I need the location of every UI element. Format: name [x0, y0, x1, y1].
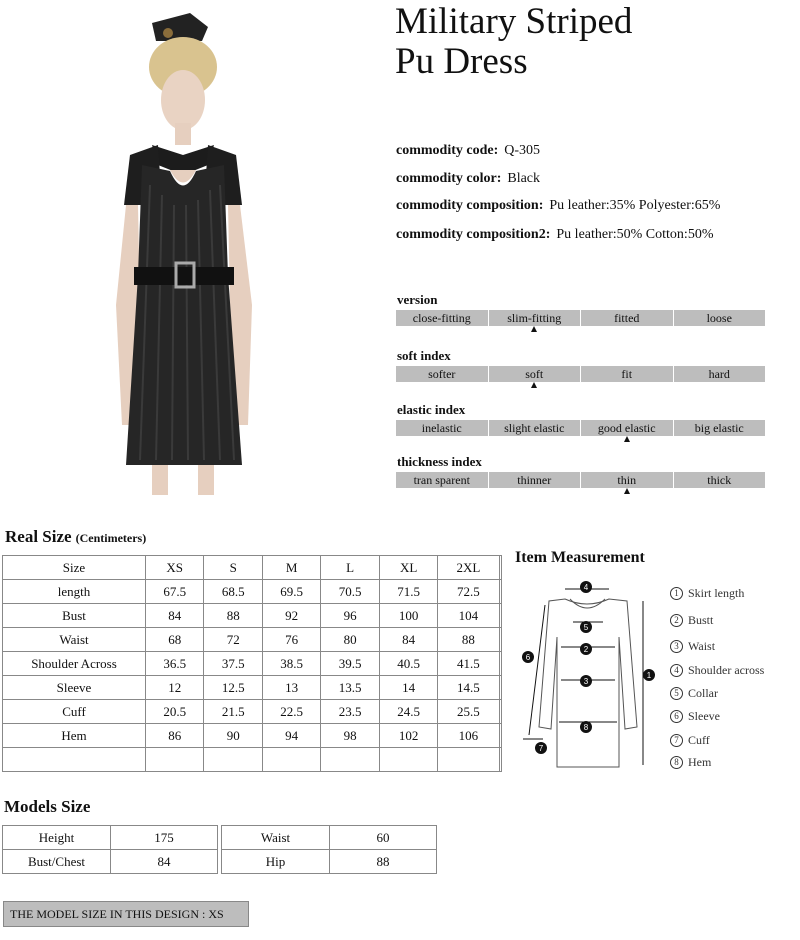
scale-option: fit [581, 366, 673, 382]
table-cell: 39.5 [321, 652, 379, 676]
legend-item [670, 639, 715, 654]
table-cell [321, 748, 379, 772]
table-cell [499, 580, 502, 604]
legend-item [670, 733, 710, 748]
table-cell [262, 748, 320, 772]
table-cell: Sleeve [3, 676, 146, 700]
table-cell: 84 [111, 850, 218, 874]
legend-item [670, 755, 711, 770]
table-cell: 25.5 [438, 700, 499, 724]
legend-number: 8 [670, 756, 683, 769]
table-cell: Hip [222, 850, 330, 874]
real-size-title: Real Size (Centimeters) [5, 527, 147, 546]
table-cell: 12.5 [204, 676, 262, 700]
scale-option: softer [396, 366, 488, 382]
table-cell: length [3, 580, 146, 604]
table-cell: 12 [146, 676, 204, 700]
table-cell: 76 [262, 628, 320, 652]
real-size-table [2, 555, 502, 772]
table-row [3, 826, 218, 850]
table-row [3, 850, 218, 874]
table-cell: 68.5 [204, 580, 262, 604]
table-row [3, 604, 502, 628]
table-cell: 69.5 [262, 580, 320, 604]
table-cell: 100 [379, 604, 437, 628]
table-cell [499, 604, 502, 628]
table-cell: 88 [330, 850, 437, 874]
table-cell [499, 652, 502, 676]
scale-option: inelastic [396, 420, 488, 436]
table-cell: 36.5 [146, 652, 204, 676]
table-row [3, 700, 502, 724]
legend-number: 4 [670, 664, 683, 677]
scale-option-selected: soft [489, 366, 581, 382]
measurement-diagram [515, 577, 665, 777]
scale-title-thickness-index: thickness index [397, 454, 482, 469]
table-cell [438, 748, 499, 772]
spec-commodity-composition: commodity composition: Pu leather:35% Polyester:65% [396, 198, 721, 213]
table-cell: Bust [3, 604, 146, 628]
scale-option: fitted [581, 310, 673, 326]
scale-version [396, 310, 765, 326]
table-cell: 40.5 [379, 652, 437, 676]
table-cell: 96 [321, 604, 379, 628]
legend-label: Shoulder across [688, 663, 765, 677]
table-cell: 13.5 [321, 676, 379, 700]
svg-text:4: 4 [583, 583, 589, 592]
table-cell: Height [3, 826, 111, 850]
scale-option: thinner [489, 472, 581, 488]
scale-option-selected: thin [581, 472, 673, 488]
scale-elastic-index [396, 420, 765, 436]
models-size-table-right [221, 825, 437, 874]
table-cell: 21.5 [204, 700, 262, 724]
legend-item [670, 686, 718, 701]
scale-option: slight elastic [489, 420, 581, 436]
table-cell [499, 628, 502, 652]
table-cell: 104 [438, 604, 499, 628]
table-cell: 92 [262, 604, 320, 628]
svg-text:5: 5 [583, 623, 589, 632]
table-cell: 94 [262, 724, 320, 748]
legend-number: 5 [670, 687, 683, 700]
model-size-banner: THE MODEL SIZE IN THIS DESIGN : XS [3, 901, 249, 927]
scale-title-soft-index: soft index [397, 348, 451, 363]
scale-option: loose [674, 310, 766, 326]
spec-commodity-code: commodity code: Q-305 [396, 143, 541, 158]
legend-label: Waist [688, 639, 716, 653]
table-cell: Cuff [3, 700, 146, 724]
table-cell: 90 [204, 724, 262, 748]
scale-thickness-index [396, 472, 765, 488]
table-cell: 86 [146, 724, 204, 748]
legend-label: Collar [688, 686, 718, 700]
models-size-table-left [2, 825, 218, 874]
legend-label: Skirt length [688, 586, 745, 600]
legend-label: Sleeve [688, 709, 720, 723]
table-row [3, 628, 502, 652]
table-cell: 14.5 [438, 676, 499, 700]
table-header-cell: M [262, 556, 320, 580]
table-cell: 175 [111, 826, 218, 850]
table-cell: 24.5 [379, 700, 437, 724]
table-cell: 60 [330, 826, 437, 850]
table-row [3, 676, 502, 700]
table-cell: 37.5 [204, 652, 262, 676]
table-header-cell [499, 556, 502, 580]
scale-option-selected: good elastic [581, 420, 673, 436]
legend-item [670, 709, 720, 724]
table-cell: 72 [204, 628, 262, 652]
legend-label: Bustt [688, 613, 714, 627]
item-measurement-title: Item Measurement [515, 549, 645, 566]
table-cell: 72.5 [438, 580, 499, 604]
table-cell: 14 [379, 676, 437, 700]
table-cell: Shoulder Across [3, 652, 146, 676]
table-header-cell: L [321, 556, 379, 580]
table-header-cell: S [204, 556, 262, 580]
table-header-cell: Size [3, 556, 146, 580]
legend-item [670, 586, 744, 601]
table-row [3, 724, 502, 748]
table-cell: 22.5 [262, 700, 320, 724]
spec-commodity-color: commodity color: Black [396, 171, 541, 186]
legend-number: 2 [670, 614, 683, 627]
scale-option: close-fitting [396, 310, 488, 326]
legend-number: 7 [670, 734, 683, 747]
real-size-unit: (Centimeters) [75, 531, 147, 545]
table-cell: 70.5 [321, 580, 379, 604]
table-cell: Hem [3, 724, 146, 748]
table-cell [3, 748, 146, 772]
table-header-cell: XL [379, 556, 437, 580]
table-cell: 106 [438, 724, 499, 748]
table-cell: Waist [222, 826, 330, 850]
table-cell: 84 [146, 604, 204, 628]
table-cell: 88 [204, 604, 262, 628]
models-size-title: Models Size [4, 797, 91, 816]
svg-text:7: 7 [538, 744, 544, 753]
table-cell [379, 748, 437, 772]
legend-number: 6 [670, 710, 683, 723]
scale-soft-index [396, 366, 765, 382]
product-title [395, 2, 795, 82]
table-cell: 41.5 [438, 652, 499, 676]
table-cell [146, 748, 204, 772]
table-cell: 67.5 [146, 580, 204, 604]
scale-option: thick [674, 472, 766, 488]
table-cell [499, 700, 502, 724]
table-cell: 80 [321, 628, 379, 652]
table-cell: Bust/Chest [3, 850, 111, 874]
table-row [222, 850, 437, 874]
legend-label: Hem [688, 755, 712, 769]
svg-text:8: 8 [583, 723, 589, 732]
table-cell: 102 [379, 724, 437, 748]
table-cell [499, 748, 502, 772]
legend-label: Cuff [688, 733, 710, 747]
table-cell: 68 [146, 628, 204, 652]
title-line-2: Pu Dress [395, 41, 528, 82]
scale-title-version: version [397, 292, 438, 307]
table-cell: 13 [262, 676, 320, 700]
legend-item [670, 663, 764, 678]
table-cell: 84 [379, 628, 437, 652]
scale-option: big elastic [674, 420, 766, 436]
table-header-cell: 2XL [438, 556, 499, 580]
svg-text:3: 3 [583, 677, 589, 686]
scale-option-selected: slim-fitting [489, 310, 581, 326]
table-cell: 38.5 [262, 652, 320, 676]
table-cell: 71.5 [379, 580, 437, 604]
table-header-cell: XS [146, 556, 204, 580]
svg-text:6: 6 [525, 653, 531, 662]
spec-commodity-composition2: commodity composition2: Pu leather:50% Cotton:50% [396, 227, 714, 242]
legend-item [670, 613, 713, 628]
table-header-row [3, 556, 502, 580]
product-photo [90, 5, 280, 495]
table-row [3, 580, 502, 604]
legend-number: 3 [670, 640, 683, 653]
table-row [3, 748, 502, 772]
svg-text:2: 2 [583, 645, 589, 654]
table-cell: 23.5 [321, 700, 379, 724]
table-cell [499, 676, 502, 700]
table-row [3, 652, 502, 676]
scale-option: tran sparent [396, 472, 488, 488]
table-cell: 98 [321, 724, 379, 748]
table-cell [204, 748, 262, 772]
scale-title-elastic-index: elastic index [397, 402, 466, 417]
table-cell: 88 [438, 628, 499, 652]
title-line-1: Military Striped [395, 1, 633, 42]
table-cell [499, 724, 502, 748]
table-row [222, 826, 437, 850]
svg-text:1: 1 [646, 671, 652, 680]
table-cell: Waist [3, 628, 146, 652]
legend-number: 1 [670, 587, 683, 600]
table-cell: 20.5 [146, 700, 204, 724]
scale-option: hard [674, 366, 766, 382]
